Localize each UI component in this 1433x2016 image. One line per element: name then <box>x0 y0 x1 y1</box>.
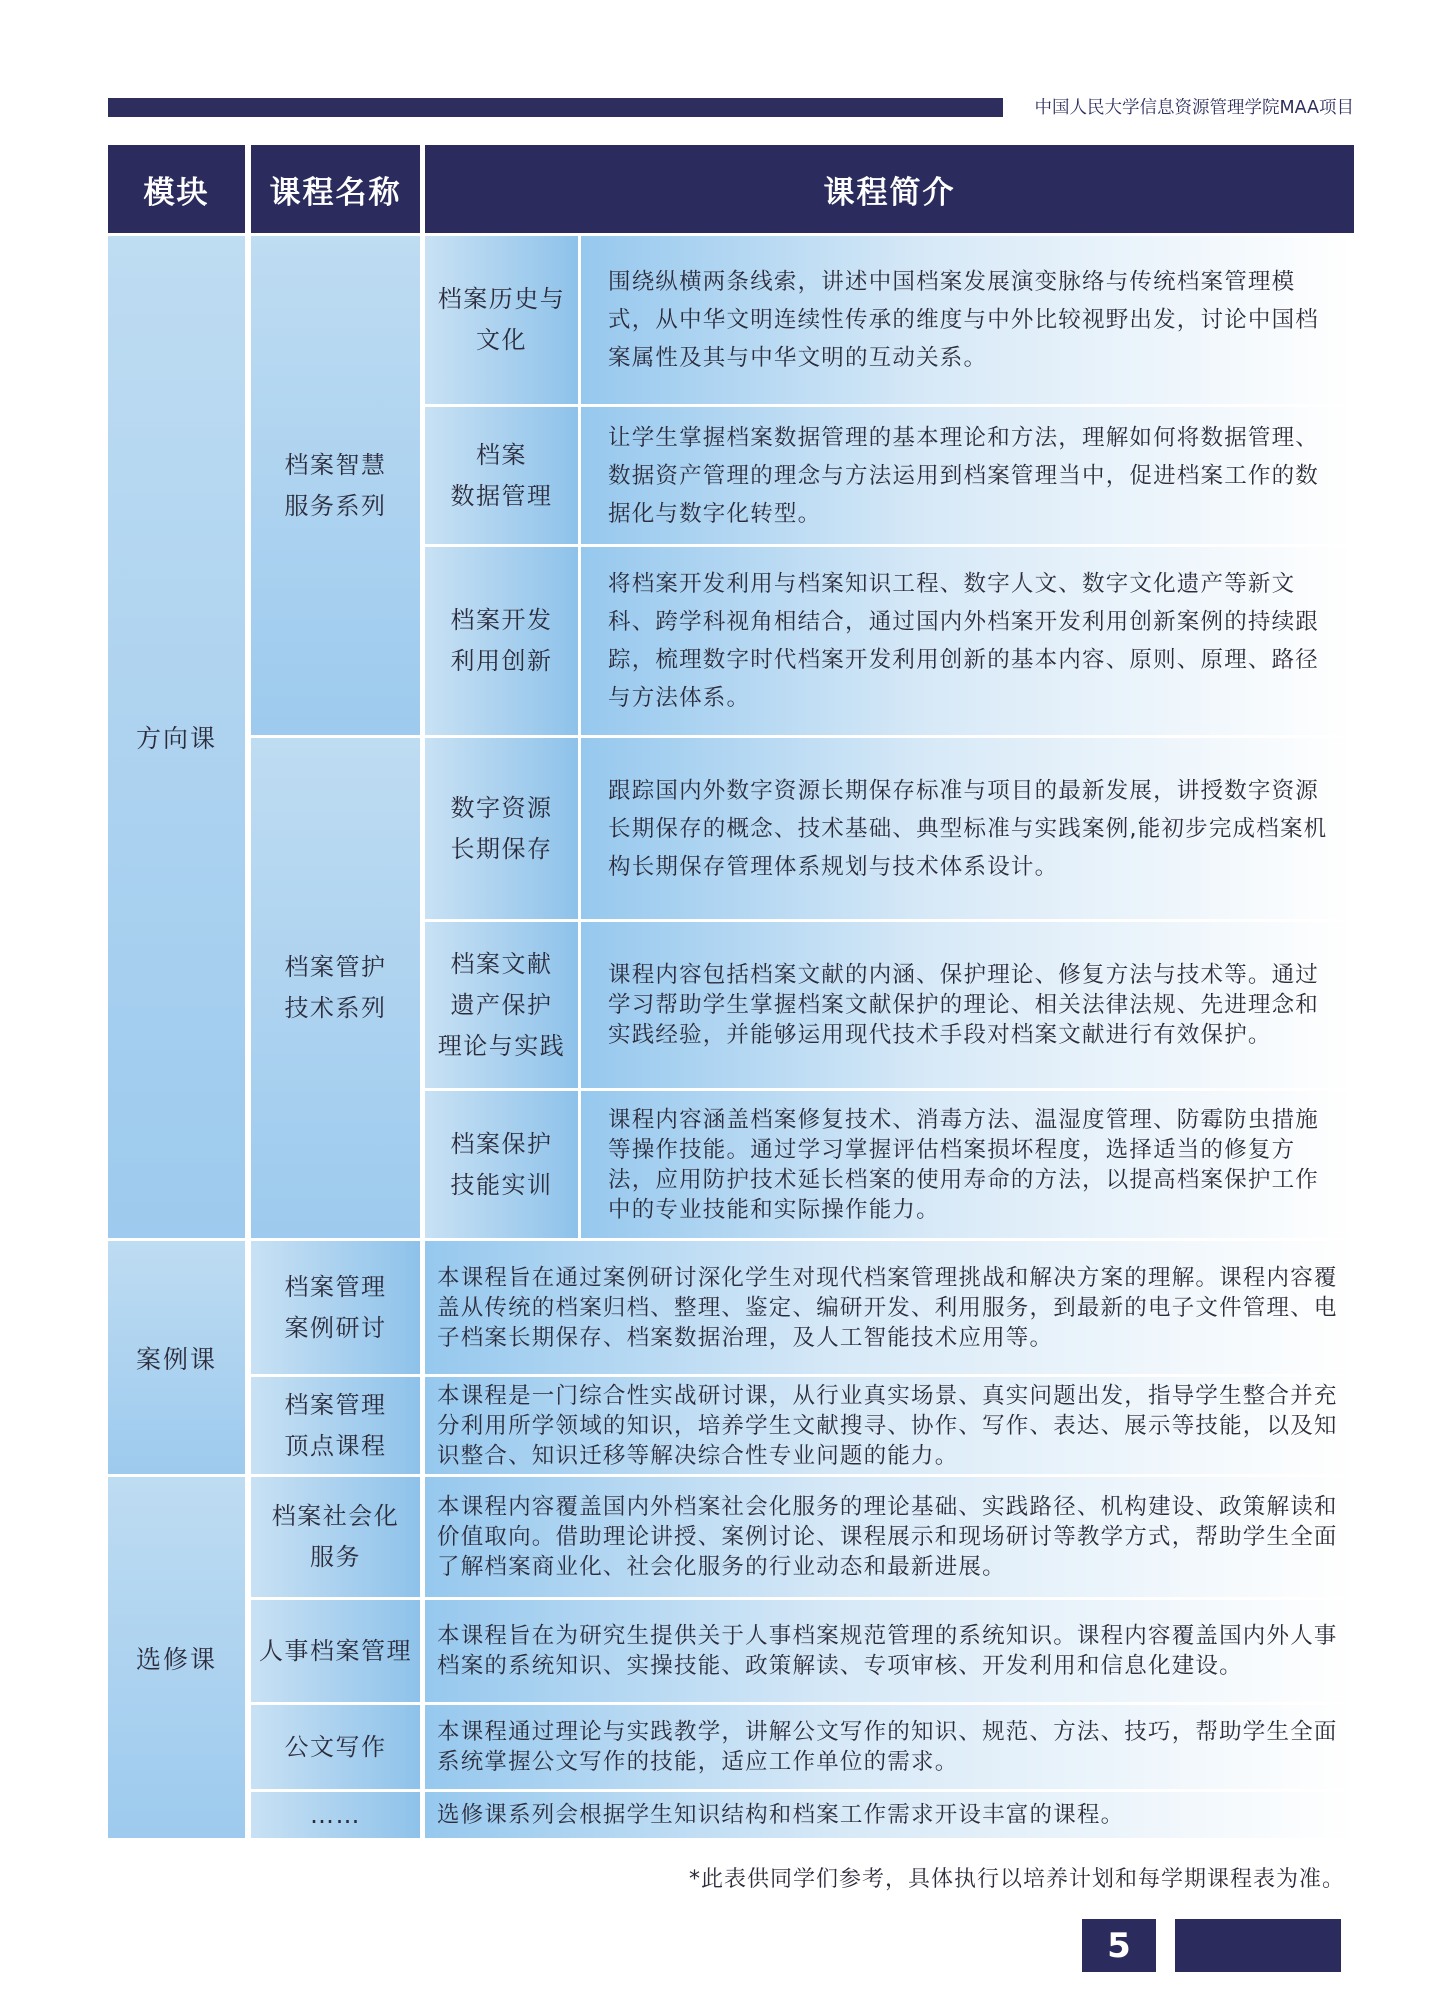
series-smart-service <box>251 236 420 735</box>
course-name-line: 长期保存 <box>450 834 553 863</box>
course-name-line: 案例研讨 <box>284 1313 387 1342</box>
course-name-line: 理论与实践 <box>437 1031 566 1060</box>
course-desc: 课程内容涵盖档案修复技术、消毒方法、温湿度管理、防霉防虫措施等操作技能。通过学习掌握评估档案损坏程度，选择适当的修复方法，应用防护技术延长档案的使用寿命的方法，以提高档案保护工作中的专业技能和实际操作能力。 <box>581 1091 1354 1238</box>
header-module: 模块 <box>108 145 245 233</box>
course-name-line: 利用创新 <box>450 647 553 675</box>
course-desc: 课程内容包括档案文献的内涵、保护理论、修复方法与技术等。通过学习帮助学生掌握档案文献保护的理论、相关法律法规、先进理念和实践经验，并能够运用现代技术手段对档案文献进行有效保护。 <box>581 922 1354 1088</box>
series-line: 技术系列 <box>284 994 387 1022</box>
header-bar <box>108 98 1003 117</box>
course-name-document-writing <box>251 1705 420 1789</box>
course-name-line: 档案文献 <box>450 949 553 978</box>
footer-bar <box>1175 1919 1341 1972</box>
course-desc: 本课程旨在通过案例研讨深化学生对现代档案管理挑战和解决方案的理解。课程内容覆盖从传统的档案归档、整理、鉴定、编研开发、利用服务，到最新的电子文件管理、电子档案长期保存、档案数据治理，及人工智能技术应用等。 <box>425 1241 1354 1374</box>
course-desc: 本课程内容覆盖国内外档案社会化服务的理论基础、实践路径、机构建设、政策解读和价值取向。借助理论讲授、案例讨论、课程展示和现场研讨等教学方式，帮助学生全面了解档案商业化、社会化服务的行业动态和最新进展。 <box>425 1477 1354 1597</box>
footnote: *此表供同学们参考，具体执行以培养计划和每学期课程表为准。 <box>688 1867 1345 1892</box>
course-name-line: 档案社会化 <box>271 1502 400 1530</box>
course-desc: 本课程旨在为研究生提供关于人事档案规范管理的系统知识。课程内容覆盖国内外人事档案的系统知识、实操技能、政策解读、专项审核、开发利用和信息化建设。 <box>425 1600 1354 1702</box>
course-name-line: 遗产保护 <box>450 990 553 1019</box>
course-desc: 围绕纵横两条线索，讲述中国档案发展演变脉络与传统档案管理模式，从中华文明连续性传承的维度与中外比较视野出发，讨论中国档案属性及其与中华文明的互动关系。 <box>581 236 1354 404</box>
course-name-line: 服务 <box>310 1543 361 1571</box>
course-name-archive-data <box>425 407 578 544</box>
course-desc: 本课程通过理论与实践教学，讲解公文写作的知识、规范、方法、技巧，帮助学生全面系统掌握公文写作的技能，适应工作单位的需求。 <box>425 1705 1354 1789</box>
course-name-heritage-protection <box>425 922 578 1088</box>
course-name-protection-skills <box>425 1091 578 1238</box>
course-name-archive-innovation <box>425 547 578 735</box>
module-direction <box>108 236 245 1238</box>
course-name-line: 公文写作 <box>284 1732 387 1761</box>
course-name-line: 顶点课程 <box>284 1431 387 1460</box>
series-line: 服务系列 <box>284 491 387 520</box>
course-name-line: 档案 <box>476 440 527 469</box>
series-line: 档案管护 <box>284 953 387 981</box>
module-case <box>108 1241 245 1474</box>
course-name-line: 档案管理 <box>284 1390 387 1419</box>
course-desc: 选修课系列会根据学生知识结构和档案工作需求开设丰富的课程。 <box>425 1792 1354 1838</box>
course-desc: 将档案开发利用与档案知识工程、数字人文、数字文化遗产等新文科、跨学科视角相结合，通过国内外档案开发利用创新案例的持续跟踪，梳理数字时代档案开发利用创新的基本内容、原则、原理、路径与方法体系。 <box>581 547 1354 735</box>
module-label: 方向课 <box>135 724 217 753</box>
course-name-archive-history <box>425 236 578 404</box>
course-name-line: 档案开发 <box>450 606 553 634</box>
course-name-line: 数字资源 <box>450 793 553 822</box>
course-name-case-study <box>251 1241 420 1374</box>
course-name-line: 数据管理 <box>450 481 553 510</box>
module-label: 选修课 <box>135 1644 217 1674</box>
course-desc: 让学生掌握档案数据管理的基本理论和方法，理解如何将数据管理、数据资产管理的理念与方法运用到档案管理当中，促进档案工作的数据化与数字化转型。 <box>581 407 1354 544</box>
course-desc: 本课程是一门综合性实战研讨课，从行业真实场景、真实问题出发，指导学生整合并充分利用所学领域的知识，培养学生文献搜寻、协作、写作、表达、展示等技能，以及知识整合、知识迁移等解决综合性专业问题的能力。 <box>425 1377 1354 1474</box>
course-name-social-service <box>251 1477 420 1597</box>
header-course-name: 课程名称 <box>251 145 420 233</box>
course-table <box>108 145 1354 1838</box>
course-name-line: 人事档案管理 <box>259 1636 412 1665</box>
series-preservation <box>251 738 420 1238</box>
course-name-capstone <box>251 1377 420 1474</box>
module-label: 案例课 <box>135 1344 217 1374</box>
module-elective <box>108 1477 245 1838</box>
course-name-line: 技能实训 <box>450 1170 553 1199</box>
course-name-digital-preservation <box>425 738 578 919</box>
header-title: 中国人民大学信息资源管理学院MAA项目 <box>1034 98 1354 118</box>
page-number: 5 <box>1082 1919 1156 1972</box>
course-name-more <box>251 1792 420 1838</box>
header-course-intro: 课程简介 <box>425 145 1354 233</box>
course-name-personnel-archives <box>251 1600 420 1702</box>
series-line: 档案智慧 <box>284 450 387 479</box>
course-desc: 跟踪国内外数字资源长期保存标准与项目的最新发展，讲授数字资源长期保存的概念、技术基础、典型标准与实践案例,能初步完成档案机构长期保存管理体系规划与技术体系设计。 <box>581 738 1354 919</box>
course-name-line: 文化 <box>476 326 527 354</box>
course-name-line: 档案管理 <box>284 1272 387 1301</box>
course-name-line: 档案历史与 <box>437 285 566 313</box>
course-name-line: 档案保护 <box>450 1129 553 1158</box>
course-name-line: …… <box>310 1800 361 1829</box>
